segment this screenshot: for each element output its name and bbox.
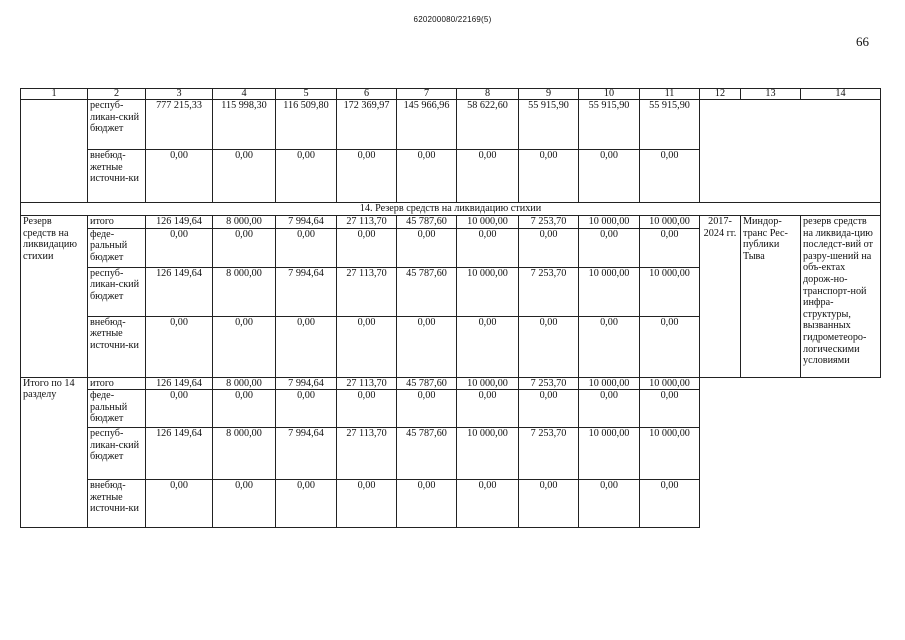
value-cell: 8 000,00 [213,377,276,390]
value-cell: 0,00 [457,316,519,377]
value-cell: 10 000,00 [457,267,519,316]
value-cell: 27 113,70 [337,377,397,390]
value-cell: 10 000,00 [579,377,640,390]
column-number: 7 [397,89,457,100]
value-cell: 45 787,60 [397,377,457,390]
period-cell: 2017-2024 гг. [700,216,741,378]
value-cell: 0,00 [579,316,640,377]
value-cell: 0,00 [397,316,457,377]
column-number: 11 [640,89,700,100]
row-label: внебюд-жетные источни-ки [88,480,146,528]
value-cell: 0,00 [397,390,457,428]
column-number: 6 [337,89,397,100]
total-name: Итого по 14 разделу [21,377,88,528]
value-cell: 0,00 [213,316,276,377]
value-cell: 7 253,70 [519,428,579,480]
value-cell: 0,00 [276,150,337,203]
value-cell: 126 149,64 [146,267,213,316]
column-number: 9 [519,89,579,100]
row-label: итого [88,216,146,229]
value-cell: 8 000,00 [213,216,276,229]
column-number: 10 [579,89,640,100]
table-row [21,377,881,390]
value-cell: 10 000,00 [457,377,519,390]
value-cell: 45 787,60 [397,428,457,480]
value-cell: 7 253,70 [519,267,579,316]
column-number: 13 [741,89,801,100]
row-label: феде-ральный бюджет [88,390,146,428]
empty-name-cell [21,100,88,203]
value-cell: 7 994,64 [276,428,337,480]
value-cell: 0,00 [457,228,519,267]
value-cell: 10 000,00 [640,428,700,480]
value-cell: 126 149,64 [146,428,213,480]
value-cell: 0,00 [579,150,640,203]
value-cell: 27 113,70 [337,267,397,316]
value-cell: 0,00 [337,316,397,377]
value-cell: 10 000,00 [579,267,640,316]
value-cell: 7 253,70 [519,216,579,229]
value-cell: 0,00 [146,390,213,428]
value-cell: 0,00 [397,228,457,267]
value-cell: 10 000,00 [640,377,700,390]
value-cell: 7 994,64 [276,216,337,229]
value-cell: 45 787,60 [397,216,457,229]
value-cell: 0,00 [146,316,213,377]
column-number: 14 [801,89,881,100]
budget-table [20,88,881,528]
value-cell: 126 149,64 [146,377,213,390]
row-label: респуб-ликан-ский бюджет [88,100,146,150]
value-cell: 10 000,00 [457,428,519,480]
value-cell: 7 994,64 [276,377,337,390]
value-cell: 0,00 [213,150,276,203]
value-cell: 0,00 [213,480,276,528]
value-cell: 0,00 [337,390,397,428]
value-cell: 0,00 [640,150,700,203]
value-cell: 10 000,00 [457,216,519,229]
value-cell: 0,00 [337,228,397,267]
empty-info-cell [700,100,881,203]
value-cell: 145 966,96 [397,100,457,150]
table-row [21,100,881,150]
row-label: внебюд-жетные источни-ки [88,316,146,377]
value-cell: 116 509,80 [276,100,337,150]
value-cell: 0,00 [640,228,700,267]
executor-cell: Миндор-транс Рес-публики Тыва [741,216,801,378]
row-label: итого [88,377,146,390]
value-cell: 0,00 [213,390,276,428]
row-label: респуб-ликан-ский бюджет [88,267,146,316]
column-number: 5 [276,89,337,100]
value-cell: 7 253,70 [519,377,579,390]
value-cell: 45 787,60 [397,267,457,316]
value-cell: 0,00 [276,228,337,267]
row-label: феде-ральный бюджет [88,228,146,267]
document-id: 620200080/22169(5) [413,15,492,24]
value-cell: 10 000,00 [640,216,700,229]
value-cell: 0,00 [276,316,337,377]
value-cell: 115 998,30 [213,100,276,150]
value-cell: 0,00 [640,316,700,377]
value-cell: 0,00 [457,480,519,528]
table-row [21,216,881,229]
value-cell: 7 994,64 [276,267,337,316]
value-cell: 0,00 [519,480,579,528]
value-cell: 0,00 [519,150,579,203]
value-cell: 10 000,00 [640,267,700,316]
value-cell: 0,00 [519,390,579,428]
value-cell: 55 915,90 [519,100,579,150]
row-label: внебюд-жетные источни-ки [88,150,146,203]
value-cell: 0,00 [457,150,519,203]
section-title: 14. Резерв средств на ликвидацию стихии [21,203,881,216]
empty-info-cell [700,377,881,528]
page-number: 66 [856,34,869,49]
value-cell: 0,00 [276,480,337,528]
value-cell: 0,00 [640,390,700,428]
column-number: 2 [88,89,146,100]
column-number-row [21,89,881,100]
column-number: 12 [700,89,741,100]
value-cell: 10 000,00 [579,428,640,480]
section-title-row [21,203,881,216]
value-cell: 777 215,33 [146,100,213,150]
value-cell: 0,00 [640,480,700,528]
value-cell: 172 369,97 [337,100,397,150]
value-cell: 55 915,90 [579,100,640,150]
value-cell: 0,00 [579,390,640,428]
value-cell: 0,00 [337,480,397,528]
value-cell: 0,00 [397,150,457,203]
column-number: 4 [213,89,276,100]
column-number: 8 [457,89,519,100]
value-cell: 0,00 [146,150,213,203]
value-cell: 0,00 [337,150,397,203]
value-cell: 27 113,70 [337,428,397,480]
value-cell: 58 622,60 [457,100,519,150]
value-cell: 0,00 [579,480,640,528]
measure-name: Резерв средств на ликвидацию стихии [21,216,88,378]
value-cell: 8 000,00 [213,428,276,480]
value-cell: 0,00 [276,390,337,428]
result-cell: резерв средств на ликвида-цию последст-вий от разру-шений на объ-ектах дорож-но-транспорт-ной инфра-структуры, вызванных гидрометеоро-логическими условиями [801,216,881,378]
value-cell: 0,00 [457,390,519,428]
value-cell: 27 113,70 [337,216,397,229]
value-cell: 0,00 [397,480,457,528]
value-cell: 8 000,00 [213,267,276,316]
value-cell: 0,00 [213,228,276,267]
column-number: 1 [21,89,88,100]
value-cell: 0,00 [519,228,579,267]
value-cell: 55 915,90 [640,100,700,150]
value-cell: 0,00 [579,228,640,267]
value-cell: 10 000,00 [579,216,640,229]
value-cell: 0,00 [146,228,213,267]
column-number: 3 [146,89,213,100]
row-label: респуб-ликан-ский бюджет [88,428,146,480]
value-cell: 0,00 [519,316,579,377]
value-cell: 126 149,64 [146,216,213,229]
value-cell: 0,00 [146,480,213,528]
